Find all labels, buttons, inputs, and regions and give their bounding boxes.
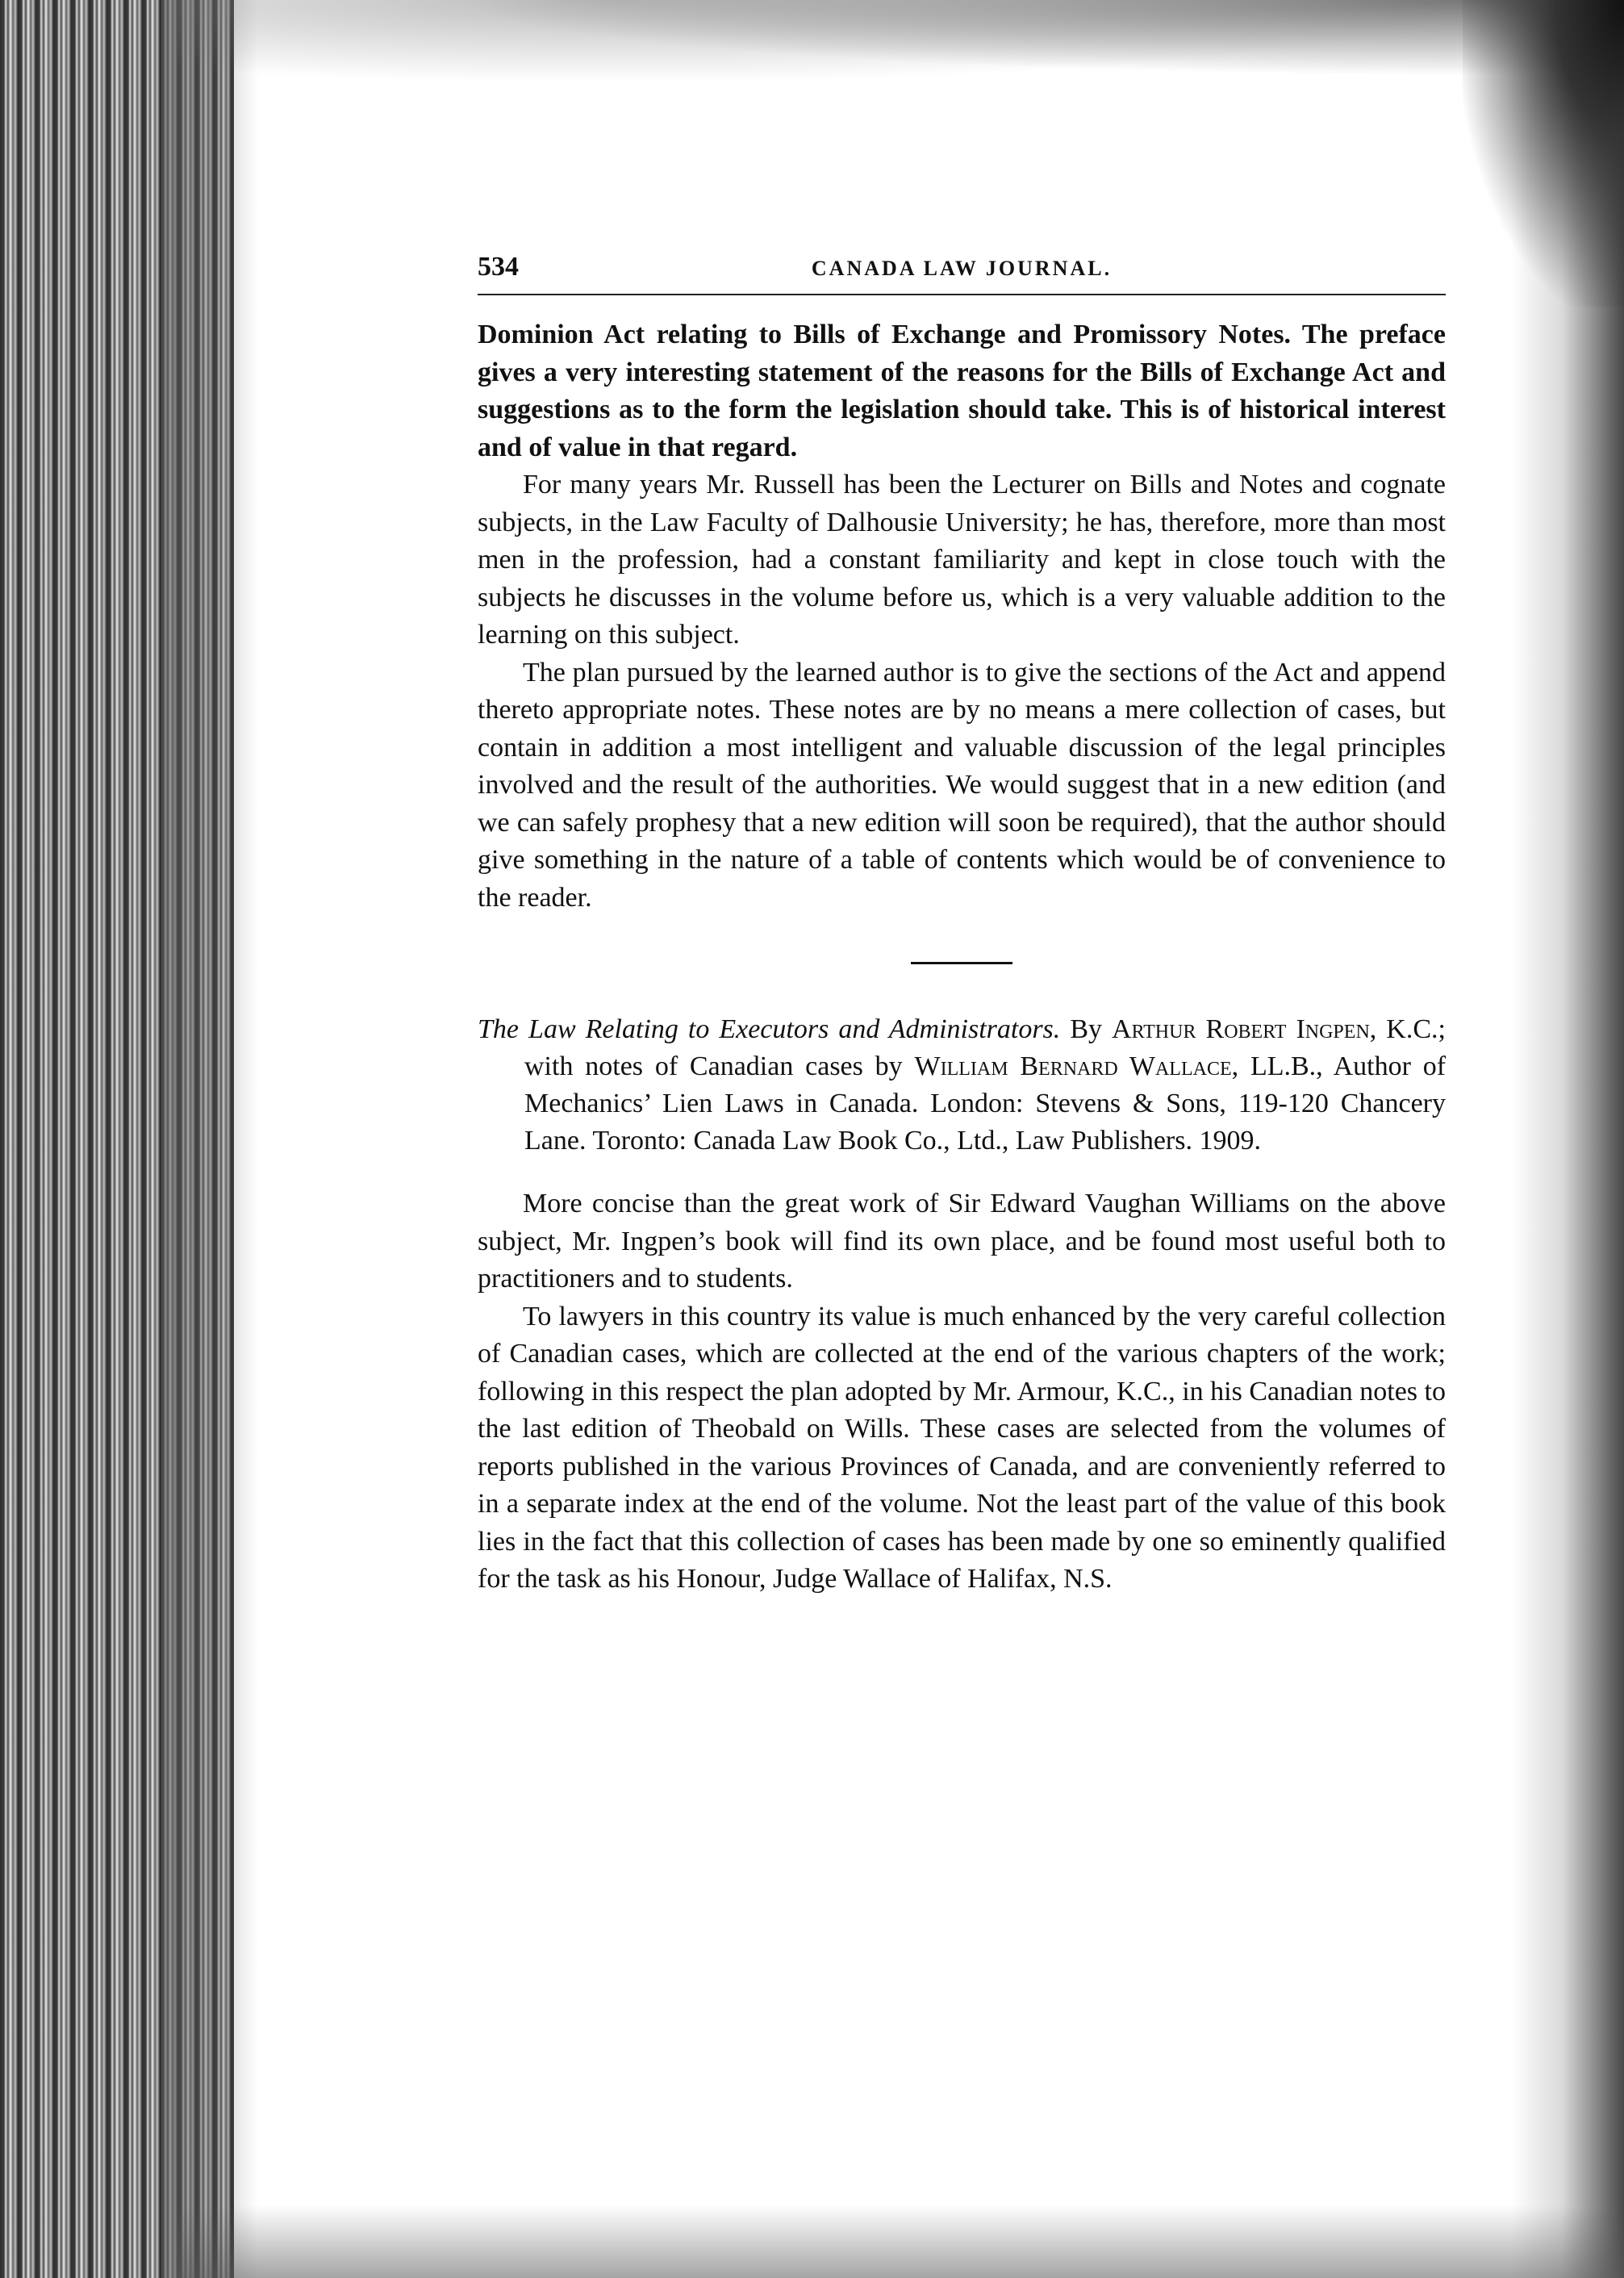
paragraph: Dominion Act relating to Bills of Exchange and Promissory Notes. The preface gives a very interesting statement of the reasons for the Bills of Exchange Act and suggestions as to the form the legislation should take. This is of historical interest and of value in that regard. [478, 320, 1446, 462]
header-rule [478, 294, 1446, 295]
journal-page [478, 242, 1446, 1599]
book-title: The Law Relating to Executors and Administrators. [478, 1014, 1061, 1044]
scan-left-shadow [161, 0, 258, 2278]
paragraph: The plan pursued by the learned author is to give the sections of the Act and append thereto appropriate notes. These notes are by no means a mere collection of cases, but contain in addition a most intelligent and valuable discussion of the legal principles involved and the result of the authorities. We would suggest that in a new edition (and we can safely prophesy that a new edition will soon be required), that the author should give something in the nature of a table of contents which would be of convenience to the reader. [478, 657, 1446, 913]
book-citation [478, 1011, 1446, 1160]
section-divider [911, 962, 1012, 964]
scan-top-edge [177, 0, 1624, 97]
book-editor: William Bernard Wallace [914, 1051, 1232, 1081]
paragraph: To lawyers in this country its value is much enhanced by the very careful collection of Canadian cases, which are collected at the end of the various chapters of the work; following in this respect the plan adopted by Mr. Armour, K.C., in his Canadian notes to the last edition of Theobald on Wills. These cases are selected from the volumes of reports published in the various Provinces of Canada, and are conveniently referred to in a separate index at the end of the volume. Not the least part of the value of this book lies in the fact that this collection of cases has been made by one so eminently qualified for the task as his Honour, Judge Wallace of Halifax, N.S. [478, 1301, 1446, 1594]
paragraph: For many years Mr. Russell has been the Lecturer on Bills and Notes and cognate subjects, in the Law Faculty of Dalhousie University; he has, therefore, more than most men in the profession, had a constant familiarity and kept in close touch with the subjects he discusses in the volume before us, which is a very valuable addition to the learning on this subject. [478, 470, 1446, 650]
journal-title: CANADA LAW JOURNAL. [811, 257, 1113, 280]
book-author: Arthur Robert Ingpen, K.C. [1112, 1014, 1438, 1044]
scan-corner-shadow [1463, 0, 1624, 307]
scan-bottom-edge [177, 2205, 1624, 2278]
citation-notes: ; with notes of Canadian cases by [524, 1014, 1446, 1081]
review-bills-of-exchange [478, 316, 1446, 917]
paragraph: More concise than the great work of Sir Edward Vaughan Williams on the above subject, Mr. Ingpen’s book will find its own place, and be found most useful both to practitioners and to students. [478, 1189, 1446, 1294]
page-number: 534 [478, 252, 519, 282]
citation-by: By [1070, 1014, 1102, 1044]
scan-right-edge [1511, 0, 1624, 2278]
running-head [478, 242, 1446, 290]
citation-publication: , LL.B., Author of Mechanics’ Lien Laws in Canada. London: Stevens & Sons, 119-120 Chancery Lane. Toronto: Canada Law Book Co., Ltd., Law Publishers. 1909. [524, 1051, 1447, 1156]
review-executors [478, 1185, 1446, 1599]
